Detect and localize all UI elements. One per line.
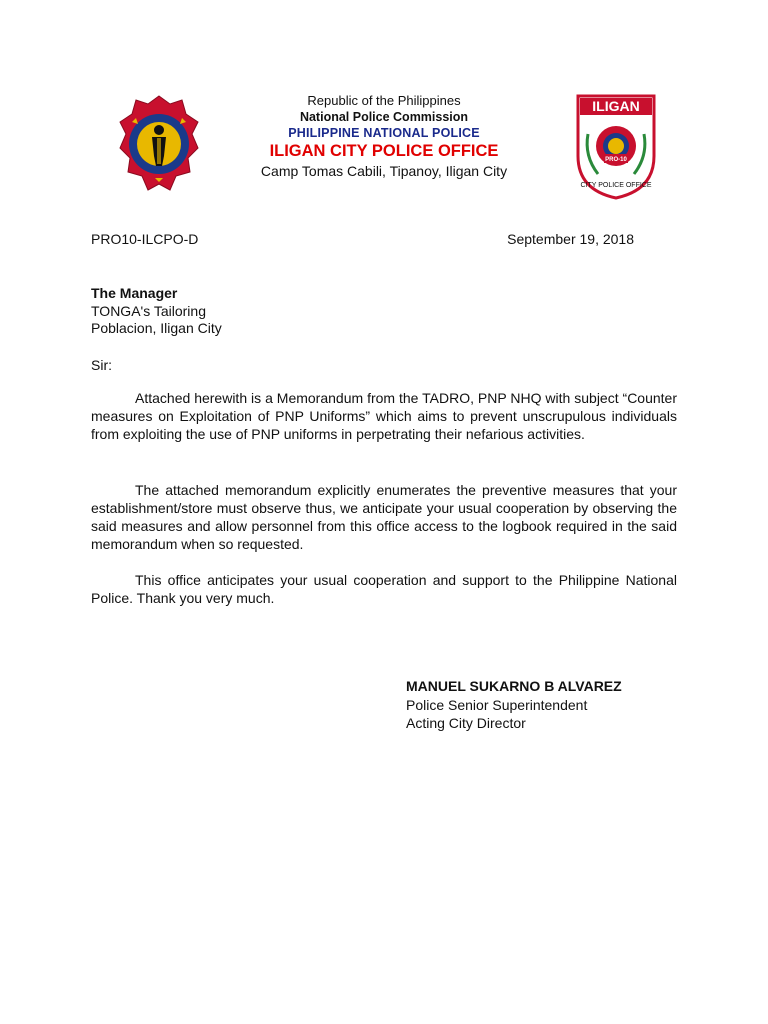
seal-bottom-text: CITY POLICE OFFICE [580,182,652,189]
seal-banner-text: ILIGAN [592,98,640,114]
salutation: Sir: [91,357,112,373]
body-paragraph-1: Attached herewith is a Memorandum from the TADRO, PNP NHQ with subject “Counter measures on Exploitation of PNP Uniforms” which aims to prevent unscrupulous individuals from exploiting the use of PNP uniforms in perpetrating their nefarious activities. [91,390,677,442]
iligan-police-seal-icon [574,94,658,200]
addressee-address: Poblacion, Iligan City [91,320,222,336]
signature-block [406,677,622,733]
addressee-block [91,285,222,338]
header-republic: Republic of the Philippines [307,93,461,108]
body-paragraph-2: The attached memorandum explicitly enumerates the preventive measures that your establishment/store must observe thus, we anticipate your usual cooperation by observing the said measures and allow personnel from this office access to the logbook required in the said memorandum when so requested. [91,482,677,552]
pnp-seal-icon [118,92,200,200]
signatory-position: Acting City Director [406,715,526,731]
seal-badge-text: PRO-10 [605,157,627,163]
signatory-rank: Police Senior Superintendent [406,696,588,713]
header-address: Camp Tomas Cabili, Tipanoy, Iligan City [260,163,508,179]
header-pnp: PHILIPPINE NATIONAL POLICE [288,126,480,140]
addressee-business: TONGA's Tailoring [91,302,206,319]
addressee-name: The Manager [91,285,178,301]
reference-code: PRO10-ILCPO-D [91,231,199,247]
letter-date: September 19, 2018 [507,231,634,247]
header-office: ILIGAN CITY POLICE OFFICE [269,142,499,160]
reference-line [91,231,634,247]
header-napolcom: National Police Commission [299,110,469,124]
body-paragraph-3: This office anticipates your usual cooperation and support to the Philippine National Police. Thank you very much. [91,572,677,606]
signatory-name: MANUEL SUKARNO B ALVAREZ [406,678,622,694]
letterhead [230,93,538,180]
